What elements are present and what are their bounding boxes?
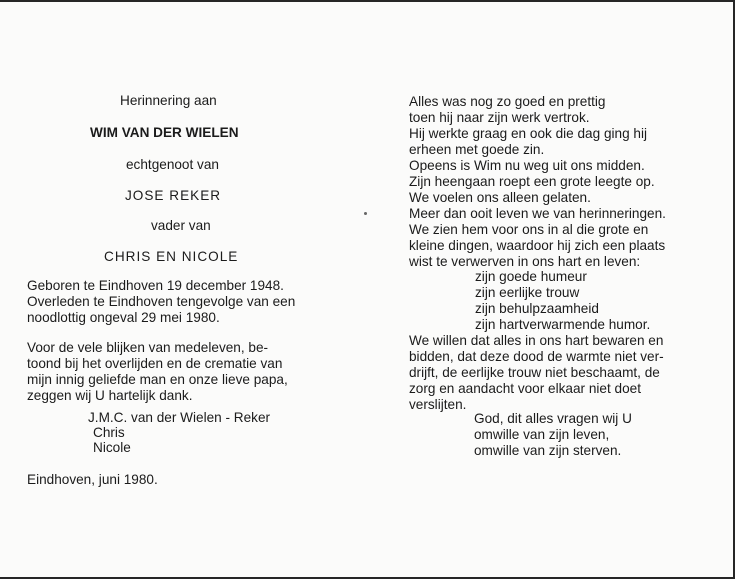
quality-3: zijn behulpzaamheid [475,301,599,316]
closing-line-4: zorg en aandacht voor elkaar niet doet [409,381,642,396]
poem-line-4: erheen met goede zin. [409,142,545,157]
signatory-2: Chris [93,425,125,440]
thanks-line-4: zeggen wij U hartelijk dank. [27,388,193,403]
quality-2: zijn eerlijke trouw [475,285,580,300]
children-names: CHRIS EN NICOLE [104,249,239,264]
prayer-line-3: omwille van zijn sterven. [474,443,622,458]
birth-line-3: noodlottig ongeval 29 mei 1980. [27,310,220,325]
poem-line-11: wist te verwerven in ons hart en leven: [409,254,641,269]
spouse-of-label: echtgenoot van [126,157,219,172]
card-edge-top [0,0,735,2]
poem-line-5: Opeens is Wim nu weg uit ons midden. [409,158,645,173]
remembrance-heading: Herinnering aan [120,93,217,108]
poem-line-9: We zien hem voor ons in al die grote en [409,222,649,237]
quality-1: zijn goede humeur [475,269,587,284]
signatory-1: J.M.C. van der Wielen - Reker [88,410,271,425]
closing-line-3: drijft, de eerlijke trouw niet beschaamt, de [409,365,660,380]
closing-line-2: bidden, dat deze dood de warmte niet ver- [409,349,664,364]
signatory-3: Nicole [93,440,131,455]
poem-line-7: We voelen ons alleen gelaten. [409,190,591,205]
poem-line-8: Meer dan ooit leven we van herinneringen. [409,206,666,221]
thanks-line-3: mijn innig geliefde man en onze lieve papa, [27,372,288,387]
closing-line-5: verslijten. [409,397,467,412]
poem-line-2: toen hij naar zijn werk vertrok. [409,110,590,125]
paper-speck [364,212,367,215]
poem-line-1: Alles was nog zo goed en prettig [409,94,606,109]
prayer-line-2: omwille van zijn leven, [474,427,610,442]
birth-line-2: Overleden te Eindhoven tengevolge van een [27,294,296,309]
father-of-label: vader van [151,218,211,233]
poem-line-6: Zijn heengaan roept een grote leegte op. [409,174,655,189]
deceased-name: WIM VAN DER WIELEN [90,125,239,140]
thanks-line-1: Voor de vele blijken van medeleven, be- [27,340,269,355]
birth-line-1: Geboren te Eindhoven 19 december 1948. [27,278,284,293]
thanks-line-2: toond bij het overlijden en de crematie van [27,356,283,371]
poem-line-3: Hij werkte graag en ook die dag ging hij [409,126,648,141]
place-date: Eindhoven, juni 1980. [27,472,158,487]
spouse-name: JOSE REKER [125,188,222,203]
closing-line-1: We willen dat alles in ons hart bewaren en [409,333,664,348]
poem-line-10: kleine dingen, waardoor hij zich een plaats [409,238,666,253]
quality-4: zijn hartverwarmende humor. [475,317,651,332]
prayer-line-1: God, dit alles vragen wij U [474,411,632,426]
